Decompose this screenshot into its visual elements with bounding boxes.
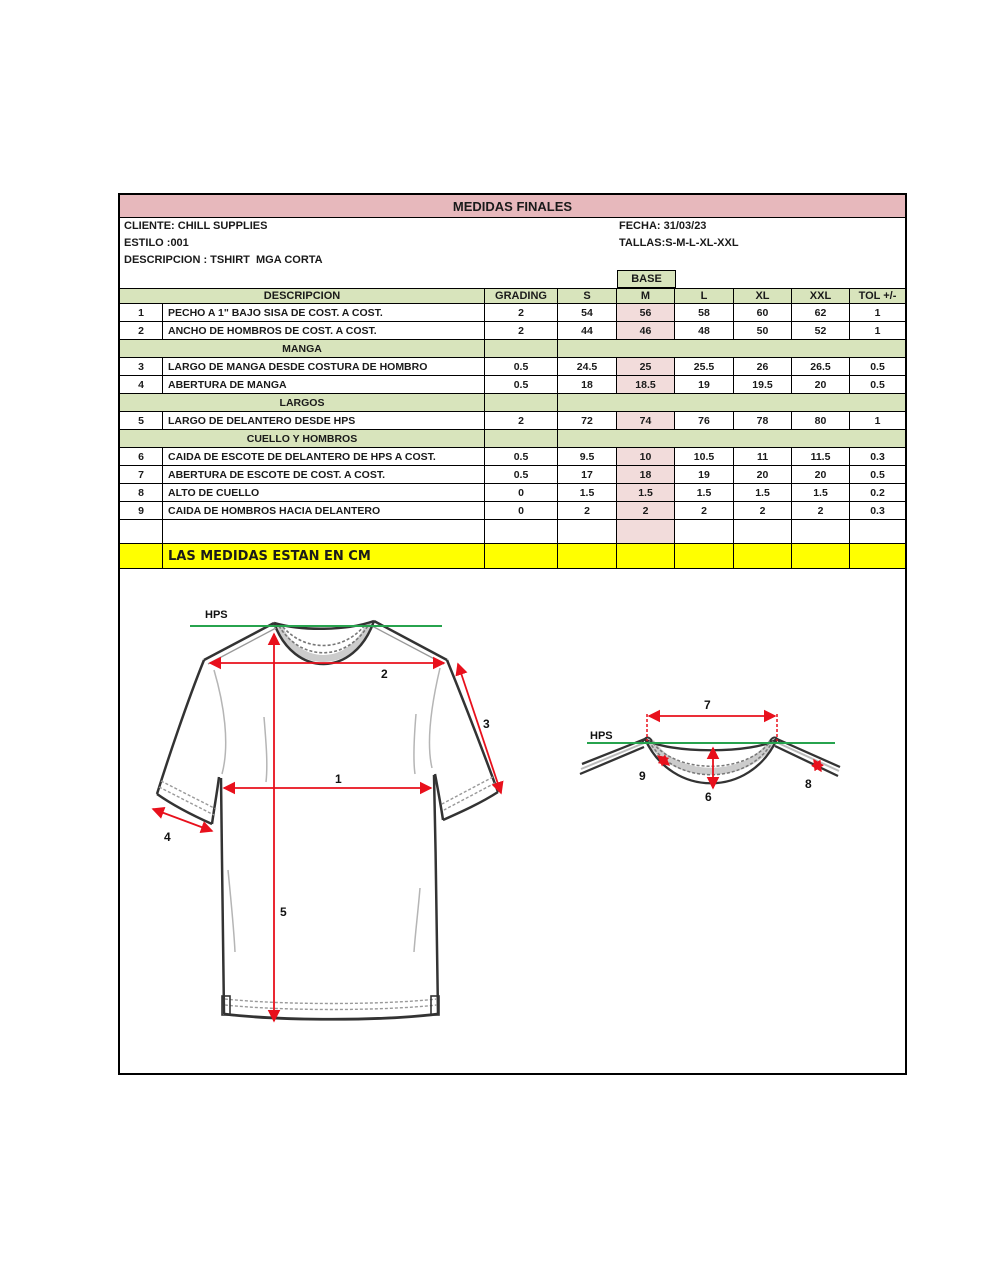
cell-m: 2 [617, 502, 675, 520]
cell-tol: 1 [850, 412, 905, 430]
cell-s: 54 [558, 304, 617, 322]
cell-num: 4 [120, 376, 163, 394]
cell-grading: 0.5 [485, 448, 558, 466]
cell-desc: ABERTURA DE MANGA [163, 376, 485, 394]
cell-l: 58 [675, 304, 734, 322]
cell-grading: 0.5 [485, 376, 558, 394]
cell-l: 2 [675, 502, 734, 520]
section-sizes-cell [558, 394, 905, 412]
cell-tol: 1 [850, 322, 905, 340]
cell-m: 56 [617, 304, 675, 322]
note-cell [485, 544, 558, 569]
col-header-xxl: XXL [792, 288, 850, 304]
cell-l: 1.5 [675, 484, 734, 502]
section-header-row [120, 394, 905, 412]
cell-desc: ABERTURA DE ESCOTE DE COST. A COST. [163, 466, 485, 484]
cell-num: 2 [120, 322, 163, 340]
empty-cell [120, 520, 163, 544]
note-cell [558, 544, 617, 569]
col-header-tol: TOL +/- [850, 288, 905, 304]
cell-grading: 0.5 [485, 466, 558, 484]
cell-m: 18 [617, 466, 675, 484]
note-cell [792, 544, 850, 569]
cell-tol: 0.5 [850, 358, 905, 376]
cell-xxl: 26.5 [792, 358, 850, 376]
cell-l: 19 [675, 376, 734, 394]
table-row [120, 412, 905, 430]
measure-label-1: 1 [335, 772, 342, 786]
empty-cell-base-column [617, 520, 675, 544]
table-row [120, 358, 905, 376]
measure-label-4: 4 [164, 830, 171, 844]
measure-label-7: 7 [704, 698, 711, 712]
hps-label-front: HPS [205, 609, 228, 621]
info-row [120, 218, 905, 235]
note-cell [675, 544, 734, 569]
cell-xxl: 11.5 [792, 448, 850, 466]
cell-m: 18.5 [617, 376, 675, 394]
empty-cell [485, 520, 558, 544]
units-note: LAS MEDIDAS ESTAN EN CM [163, 544, 485, 569]
table-row [120, 376, 905, 394]
measure-label-6: 6 [705, 790, 712, 804]
measure-line-3 [458, 664, 501, 793]
note-cell [850, 544, 905, 569]
cell-grading: 0 [485, 484, 558, 502]
section-label: LARGOS [120, 394, 485, 412]
base-row [120, 269, 905, 288]
note-cell [617, 544, 675, 569]
cell-xxl: 2 [792, 502, 850, 520]
cell-grading: 2 [485, 304, 558, 322]
cell-m: 1.5 [617, 484, 675, 502]
cell-desc: ALTO DE CUELLO [163, 484, 485, 502]
cell-num: 8 [120, 484, 163, 502]
cell-m: 74 [617, 412, 675, 430]
tshirt-front-drawing [153, 609, 501, 1021]
measurement-rows [120, 304, 905, 520]
cell-s: 1.5 [558, 484, 617, 502]
empty-cell [163, 520, 485, 544]
cell-tol: 0.5 [850, 376, 905, 394]
measure-label-5: 5 [280, 905, 287, 919]
cell-m: 25 [617, 358, 675, 376]
empty-cell [792, 520, 850, 544]
cell-grading: 0.5 [485, 358, 558, 376]
date-label: FECHA: 31/03/23 [619, 220, 707, 232]
cell-xl: 11 [734, 448, 792, 466]
cell-grading: 0 [485, 502, 558, 520]
info-row [120, 235, 905, 252]
cell-desc: ANCHO DE HOMBROS DE COST. A COST. [163, 322, 485, 340]
info-block [120, 218, 905, 269]
neckline-detail-drawing [580, 698, 840, 804]
cell-xl: 26 [734, 358, 792, 376]
section-header-row [120, 340, 905, 358]
cell-tol: 0.2 [850, 484, 905, 502]
description-label: DESCRIPCION : TSHIRT MGA CORTA [124, 254, 323, 266]
cell-l: 76 [675, 412, 734, 430]
sizes-label: TALLAS:S-M-L-XL-XXL [619, 237, 739, 249]
cell-l: 25.5 [675, 358, 734, 376]
cell-xl: 19.5 [734, 376, 792, 394]
cell-s: 18 [558, 376, 617, 394]
note-cell [734, 544, 792, 569]
cell-grading: 2 [485, 322, 558, 340]
cell-s: 44 [558, 322, 617, 340]
section-label: MANGA [120, 340, 485, 358]
section-grading-cell [485, 340, 558, 358]
cell-tol: 0.3 [850, 448, 905, 466]
info-row [120, 252, 905, 269]
cell-xxl: 1.5 [792, 484, 850, 502]
table-row [120, 502, 905, 520]
cell-xl: 1.5 [734, 484, 792, 502]
cell-xl: 50 [734, 322, 792, 340]
cell-l: 48 [675, 322, 734, 340]
cell-tol: 0.3 [850, 502, 905, 520]
cell-num: 3 [120, 358, 163, 376]
cell-xxl: 52 [792, 322, 850, 340]
section-sizes-cell [558, 340, 905, 358]
empty-cell [734, 520, 792, 544]
table-row [120, 304, 905, 322]
cell-m: 46 [617, 322, 675, 340]
measure-label-9: 9 [639, 769, 646, 783]
table-row [120, 466, 905, 484]
cell-desc: PECHO A 1" BAJO SISA DE COST. A COST. [163, 304, 485, 322]
col-header-s: S [558, 288, 617, 304]
units-note-row [120, 544, 905, 569]
measurement-sheet [118, 193, 907, 1075]
client-label: CLIENTE: CHILL SUPPLIES [124, 220, 268, 232]
cell-s: 17 [558, 466, 617, 484]
base-size-cell: BASE [617, 270, 676, 288]
cell-desc: LARGO DE DELANTERO DESDE HPS [163, 412, 485, 430]
section-grading-cell [485, 394, 558, 412]
section-sizes-cell [558, 430, 905, 448]
col-header-xl: XL [734, 288, 792, 304]
cell-xxl: 62 [792, 304, 850, 322]
hps-label-detail: HPS [590, 730, 613, 742]
cell-m: 10 [617, 448, 675, 466]
cell-tol: 1 [850, 304, 905, 322]
cell-xxl: 20 [792, 376, 850, 394]
empty-cell [675, 520, 734, 544]
cell-s: 2 [558, 502, 617, 520]
cell-xxl: 20 [792, 466, 850, 484]
cell-s: 72 [558, 412, 617, 430]
cell-xl: 2 [734, 502, 792, 520]
cell-l: 19 [675, 466, 734, 484]
cell-desc: CAIDA DE ESCOTE DE DELANTERO DE HPS A COST. [163, 448, 485, 466]
cell-desc: LARGO DE MANGA DESDE COSTURA DE HOMBRO [163, 358, 485, 376]
cell-num: 1 [120, 304, 163, 322]
cell-num: 5 [120, 412, 163, 430]
technical-drawing [120, 568, 905, 1073]
cell-l: 10.5 [675, 448, 734, 466]
col-header-grading: GRADING [485, 288, 558, 304]
cell-num: 7 [120, 466, 163, 484]
col-header-l: L [675, 288, 734, 304]
sheet-title: MEDIDAS FINALES [452, 198, 573, 214]
empty-cell [850, 520, 905, 544]
cell-s: 9.5 [558, 448, 617, 466]
empty-cell [558, 520, 617, 544]
cell-s: 24.5 [558, 358, 617, 376]
cell-tol: 0.5 [850, 466, 905, 484]
column-header-row [120, 288, 905, 304]
cell-xl: 60 [734, 304, 792, 322]
cell-xl: 20 [734, 466, 792, 484]
measure-label-3: 3 [483, 717, 490, 731]
table-row [120, 448, 905, 466]
sheet-title-bar [120, 195, 905, 218]
cell-xxl: 80 [792, 412, 850, 430]
spacer-row [120, 520, 905, 544]
cell-num: 6 [120, 448, 163, 466]
section-grading-cell [485, 430, 558, 448]
section-header-row [120, 430, 905, 448]
table-row [120, 484, 905, 502]
col-header-m: M [617, 288, 675, 304]
cell-grading: 2 [485, 412, 558, 430]
measure-label-8: 8 [805, 777, 812, 791]
cell-num: 9 [120, 502, 163, 520]
style-label: ESTILO :001 [124, 237, 189, 249]
cell-xl: 78 [734, 412, 792, 430]
cell-desc: CAIDA DE HOMBROS HACIA DELANTERO [163, 502, 485, 520]
section-label: CUELLO Y HOMBROS [120, 430, 485, 448]
col-header-descripcion: DESCRIPCION [120, 288, 485, 304]
note-num-cell [120, 544, 163, 569]
measure-label-2: 2 [381, 667, 388, 681]
table-row [120, 322, 905, 340]
